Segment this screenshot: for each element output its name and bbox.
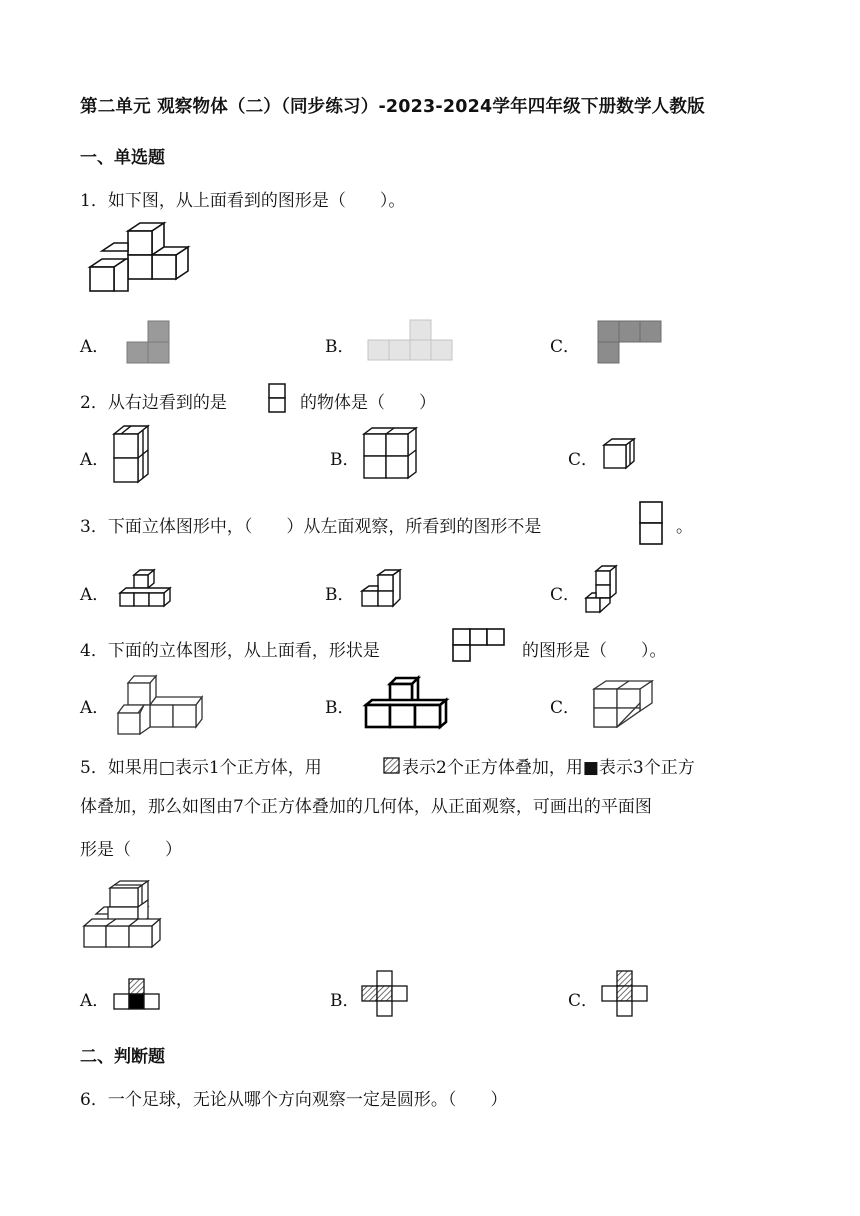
question-3-option-c-label[interactable]: C． xyxy=(550,585,581,605)
question-3-option-c-figure[interactable] xyxy=(584,563,620,615)
question-1-option-b-figure[interactable] xyxy=(367,319,453,361)
question-6-text: 6．一个足球，无论从哪个方向观察一定是圆形。（ ） xyxy=(80,1090,508,1110)
question-3-option-a-figure[interactable] xyxy=(114,567,174,609)
question-4-option-a-label[interactable]: A． xyxy=(80,698,110,718)
question-5-option-b-figure[interactable] xyxy=(360,970,412,1020)
question-4-text-b: 的图形是（ ）。 xyxy=(522,641,667,661)
question-5-line1-b: 表示2个正方体叠加，用■表示3个正方 xyxy=(402,758,695,778)
question-2-option-c-label[interactable]: C． xyxy=(568,450,599,470)
question-3-left-view-figure xyxy=(638,500,666,548)
question-5-cube-figure xyxy=(82,878,172,952)
question-1-option-c-figure[interactable] xyxy=(597,320,663,364)
question-3-option-b-figure[interactable] xyxy=(358,567,406,609)
question-2-option-a-figure[interactable] xyxy=(112,424,154,484)
question-2-option-a-label[interactable]: A． xyxy=(80,450,110,470)
question-2-option-b-label[interactable]: B． xyxy=(330,450,360,470)
question-5-hatched-square-icon xyxy=(383,757,401,775)
question-4-text-a: 4．下面的立体图形，从上面看，形状是 xyxy=(80,641,380,661)
page-title: 第二单元 观察物体（二）（同步练习）-2023-2024学年四年级下册数学人教版 xyxy=(80,97,705,117)
question-4-top-view-figure xyxy=(450,627,510,663)
question-3-text-b: 。 xyxy=(676,517,693,537)
question-4-option-a-figure[interactable] xyxy=(116,671,206,735)
question-3-option-a-label[interactable]: A． xyxy=(80,585,110,605)
question-4-option-b-label[interactable]: B． xyxy=(325,698,355,718)
question-2-option-c-figure[interactable] xyxy=(602,437,638,471)
question-4-option-b-figure[interactable] xyxy=(362,674,450,730)
question-3-text-a: 3．下面立体图形中，（ ）从左面观察，所看到的图形不是 xyxy=(80,517,542,537)
section-heading-single-choice: 一、单选题 xyxy=(80,148,165,168)
question-5-option-c-label[interactable]: C． xyxy=(568,991,599,1011)
question-1-cube-figure xyxy=(86,221,196,299)
question-3-option-b-label[interactable]: B． xyxy=(325,585,355,605)
question-1-text: 1．如下图，从上面看到的图形是（ ）。 xyxy=(80,191,406,211)
question-2-option-b-figure[interactable] xyxy=(362,426,418,482)
section-heading-true-false: 二、判断题 xyxy=(80,1047,165,1067)
question-2-right-view-figure xyxy=(268,383,288,415)
question-5-line3: 形是（ ） xyxy=(80,840,182,860)
question-1-option-c-label[interactable]: C． xyxy=(550,337,581,357)
question-1-option-b-label[interactable]: B． xyxy=(325,337,355,357)
question-1-option-a-figure[interactable] xyxy=(126,320,170,364)
question-4-option-c-label[interactable]: C． xyxy=(550,698,581,718)
question-5-line2: 体叠加，那么如图由7个正方体叠加的几何体，从正面观察，可画出的平面图 xyxy=(80,797,652,817)
question-2-text-b: 的物体是（ ） xyxy=(300,393,436,413)
question-2-text-a: 2．从右边看到的是 xyxy=(80,393,227,413)
question-5-option-c-figure[interactable] xyxy=(600,970,652,1020)
question-1-option-a-label[interactable]: A． xyxy=(80,337,110,357)
question-5-option-a-figure[interactable] xyxy=(112,978,162,1012)
question-5-option-b-label[interactable]: B． xyxy=(330,991,360,1011)
question-5-option-a-label[interactable]: A． xyxy=(80,991,110,1011)
question-4-option-c-figure[interactable] xyxy=(592,679,654,729)
question-5-line1-a: 5．如果用□表示1个正方体，用 xyxy=(80,758,322,778)
